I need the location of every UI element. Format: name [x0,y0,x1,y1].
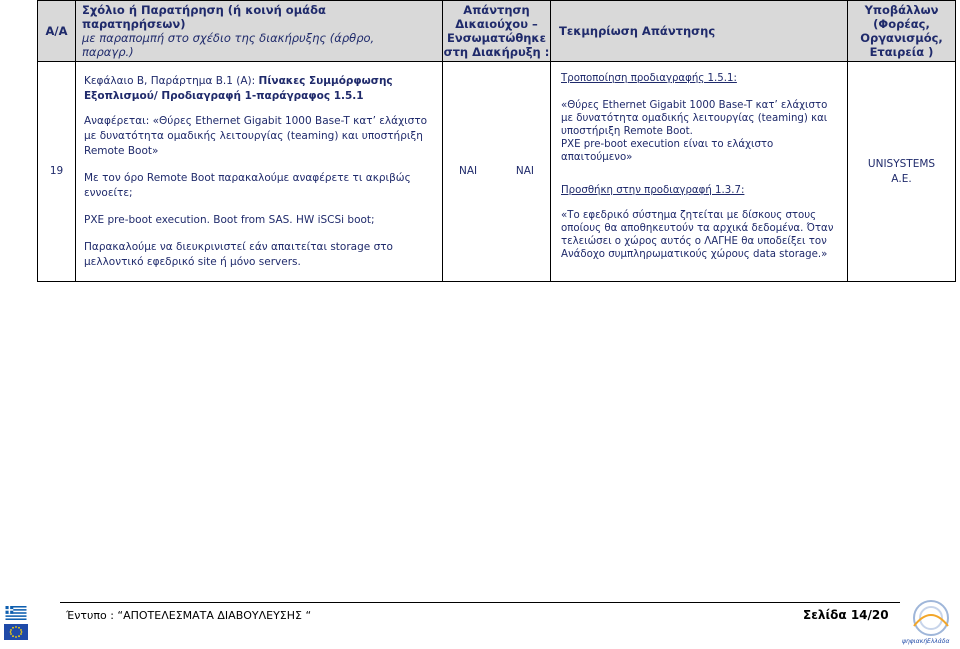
doc-para-2: «Το εφεδρικό σύστημα ζητείται με δίσκους στους οποίους θα αποθηκευτούν τα αρχικά δεδομένα. Όταν τελειώσει ο χώρος αυτός ο ΛΑΓΗΕ θα υποδείξει τον Ανάδοχο συμπληρωματικούς χώρους data storage.» [561,210,834,260]
table-header-row [38,1,956,62]
header-comment-line1: Σχόλιο ή Παρατήρηση (ή κοινή ομάδα [82,3,326,17]
row-documentation [551,62,848,282]
comment-chapter-bold: Πίνακες Συμμόρφωσης [258,75,393,87]
header-documentation: Τεκμηρίωση Απάντησης [551,1,848,62]
header-comment-line2: παρατηρήσεων) [82,17,186,31]
header-submitter-line4: Εταιρεία ) [869,45,934,59]
row-number: 19 [38,62,76,282]
footer-page-number: Σελίδα 14/20 [803,608,889,622]
header-submitter-line1: Υποβάλλων [864,3,939,17]
header-answer-line4: στη Διακήρυξη : [443,45,550,59]
footer-form-label: Έντυπο : “ΑΠΟΤΕΛΕΣΜΑΤΑ ΔΙΑΒΟΥΛΕΥΣΗΣ “ [66,609,312,622]
row-submitter [848,62,956,282]
doc-para-1b: PXE pre-boot execution είναι το ελάχιστο απαιτούμενο» [561,139,774,163]
header-answer-line1: Απάντηση [463,3,530,17]
comment-quote: Αναφέρεται: «Θύρες Ethernet Gigabit 1000 Base-T κατ’ ελάχιστο με δυνατότητα ομαδικής λειτουργίας (teaming) και υποστήριξη Remote Boot» [84,115,428,157]
comment-pxe: PXE pre-boot execution. Boot from SAS. HW iSCSi boot; [84,214,375,226]
header-comment-line3: με παραπομπή στο σχέδιο της διακήρυξης (άρθρο, [82,31,375,45]
doc-link-modification: Τροποποίηση προδιαγραφής 1.5.1: [561,73,737,84]
comment-chapter: Κεφάλαιο Β, Παράρτημα Β.1 (Α): [84,75,259,87]
table-row [38,62,956,282]
header-aa: Α/Α [38,1,76,62]
header-submitter [848,1,956,62]
header-comment-line4: παραγρ.) [82,45,134,59]
row-comment [76,62,443,282]
header-submitter-line3: Οργανισμός, [860,31,943,45]
consultation-results-table [37,0,956,282]
comment-storage: Παρακαλούμε να διευκρινιστεί εάν απαιτείται storage στο μελλοντικό εφεδρικό site ή μόνο servers. [84,241,393,268]
eu-flag-icon [4,624,28,640]
header-answer-line3: Ενσωματώθηκε [447,31,546,45]
greece-flag-icon [4,606,28,620]
header-answer-line2: Δικαιούχου – [455,17,538,31]
answer-yes-2: ΝΑΙ [515,165,534,177]
submitter-name: UNISYSTEMS [867,157,936,170]
submitter-suffix: Α.Ε. [891,172,912,185]
doc-link-addition: Προσθήκη στην προδιαγραφή 1.3.7: [561,185,745,196]
row-answer [443,62,551,282]
footer-divider [60,602,900,603]
logo-text: ψηφιακήΕλλάδα [902,638,950,645]
doc-para-1: «Θύρες Ethernet Gigabit 1000 Base-T κατ’ ελάχιστο με δυνατότητα ομαδικής λειτουργίας (teaming) και υποστήριξη Remote Boot. [561,100,828,137]
comment-spec-bold: Εξοπλισμού/ Προδιαγραφή 1-παράγραφος 1.5.1 [84,90,364,102]
answer-yes-1: ΝΑΙ [459,165,478,177]
header-answer [443,1,551,62]
header-submitter-line2: (Φορέας, [873,17,930,31]
comment-question: Με τον όρο Remote Boot παρακαλούμε αναφέρετε τι ακριβώς εννοείτε; [84,172,411,199]
header-comment [76,1,443,62]
